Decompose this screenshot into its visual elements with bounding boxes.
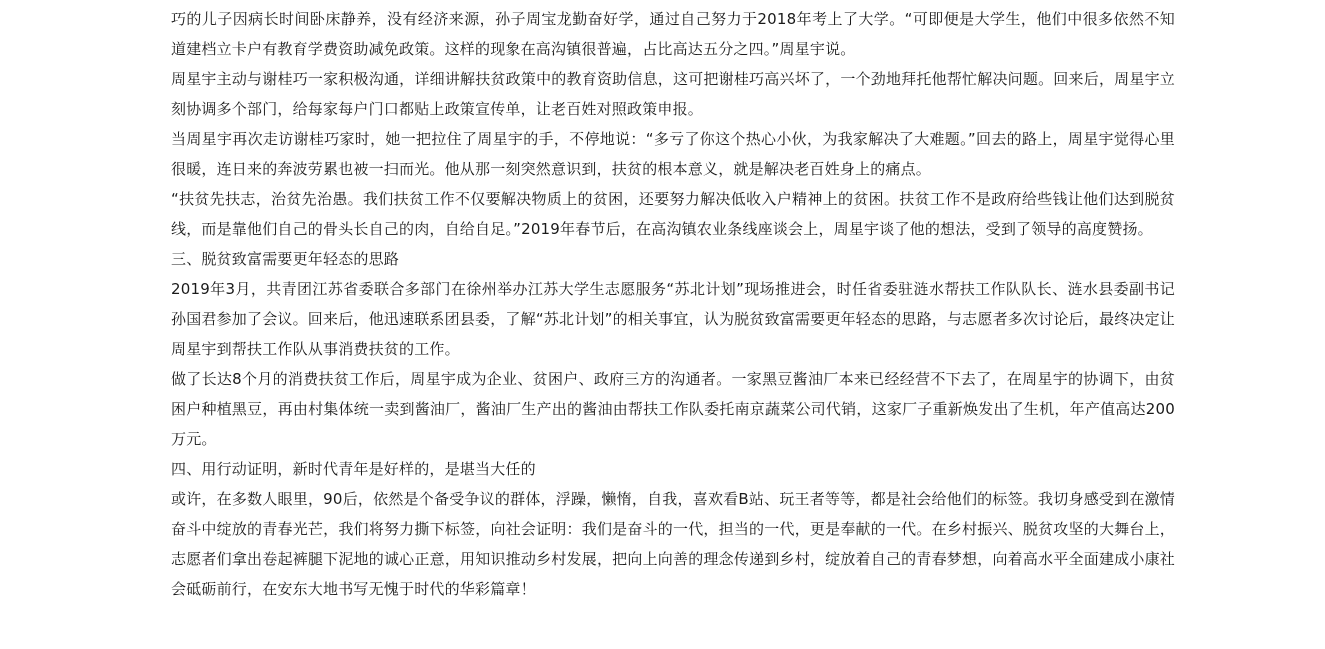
paragraph-2: 周星宇主动与谢桂巧一家积极沟通，详细讲解扶贫政策中的教育资助信息，这可把谢桂巧高兴坏了，一个劲地拜托他帮忙解决问题。回来后，周星宇立刻协调多个部门，给每家每户门口都贴上政策宣传单，让老百姓对照政策申报。 — [171, 70, 1175, 118]
paragraph-3: 当周星宇再次走访谢桂巧家时，她一把拉住了周星宇的手，不停地说：“多亏了你这个热心小伙，为我家解决了大难题。”回去的路上，周星宇觉得心里很暖，连日来的奔波劳累也被一扫而光。他从那一刻突然意识到，扶贫的根本意义，就是解决老百姓身上的痛点。 — [171, 130, 1175, 178]
paragraph-4: “扶贫先扶志，治贫先治愚。我们扶贫工作不仅要解决物质上的贫困，还要努力解决低收入户精神上的贫困。扶贫工作不是政府给些钱让他们达到脱贫线，而是靠他们自己的骨头长自己的肉，自给自足。”2019年春节后，在高沟镇农业条线座谈会上，周星宇谈了他的想法，受到了领导的高度赞扬。 — [171, 190, 1175, 238]
paragraph-7: 或许，在多数人眼里，90后，依然是个备受争议的群体，浮躁，懒惰，自我，喜欢看B站、玩王者等等，都是社会给他们的标签。我切身感受到在激情奋斗中绽放的青春光芒，我们将努力撕下标签，向社会证明：我们是奋斗的一代，担当的一代，更是奉献的一代。在乡村振兴、脱贫攻坚的大舞台上，志愿者们拿出卷起裤腿下泥地的诚心正意，用知识推动乡村发展，把向上向善的理念传递到乡村，绽放着自己的青春梦想，向着高水平全面建成小康社会砥砺前行，在安东大地书写无愧于时代的华彩篇章！ — [171, 490, 1175, 598]
section-heading-4: 四、用行动证明，新时代青年是好样的，是堪当大任的 — [171, 460, 536, 478]
paragraph-6: 做了长达8个月的消费扶贫工作后，周星宇成为企业、贫困户、政府三方的沟通者。一家黑豆酱油厂本来已经经营不下去了，在周星宇的协调下，由贫困户种植黑豆，再由村集体统一卖到酱油厂，酱油厂生产出的酱油由帮扶工作队委托南京蔬菜公司代销，这家厂子重新焕发出了生机，年产值高达200万元。 — [171, 370, 1175, 448]
paragraph-5: 2019年3月，共青团江苏省委联合多部门在徐州举办江苏大学生志愿服务“苏北计划”现场推进会，时任省委驻涟水帮扶工作队队长、涟水县委副书记孙国君参加了会议。回来后，他迅速联系团县委，了解“苏北计划”的相关事宜，认为脱贫致富需要更年轻态的思路，与志愿者多次讨论后，最终决定让周星宇到帮扶工作队从事消费扶贫的工作。 — [171, 280, 1175, 358]
section-heading-3: 三、脱贫致富需要更年轻态的思路 — [171, 250, 400, 268]
paragraph-1: 巧的儿子因病长时间卧床静养，没有经济来源，孙子周宝龙勤奋好学，通过自己努力于2018年考上了大学。“可即便是大学生，他们中很多依然不知道建档立卡户有教育学费资助减免政策。这样的现象在高沟镇很普遍，占比高达五分之四。”周星宇说。 — [171, 10, 1175, 58]
document-body — [171, 4, 1175, 604]
